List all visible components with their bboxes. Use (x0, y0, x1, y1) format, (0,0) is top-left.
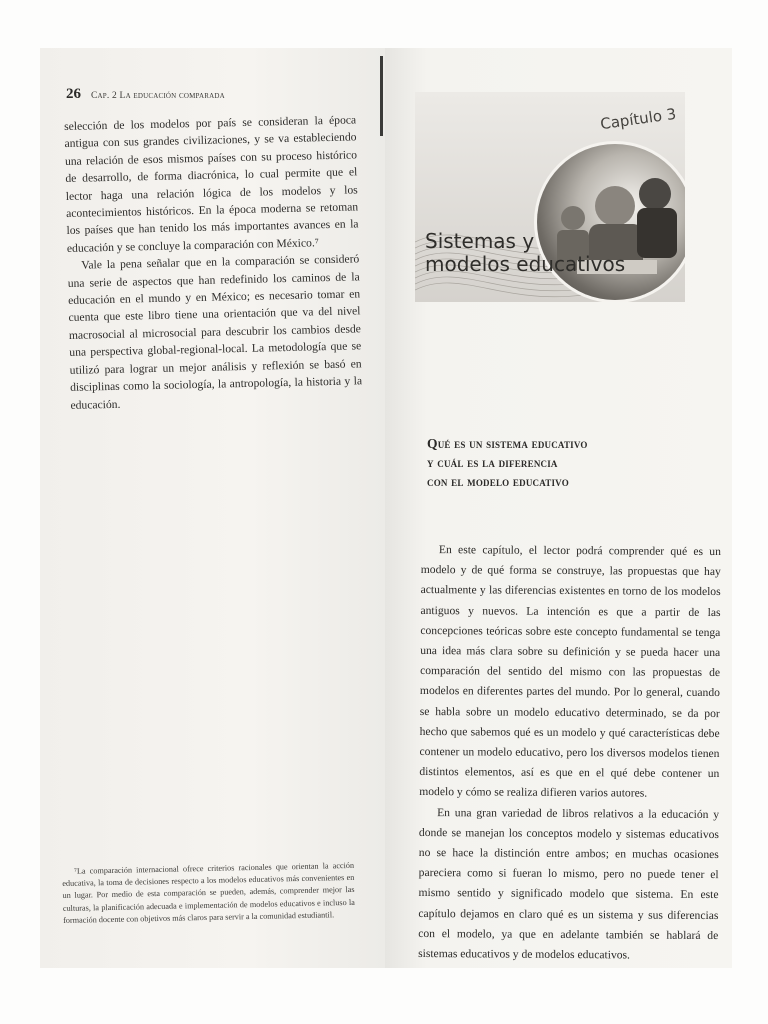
left-page (40, 48, 385, 968)
chapter-title-line: Sistemas y (425, 229, 535, 253)
chapter-label: Capítulo 3 (599, 104, 678, 134)
left-body-text (64, 111, 363, 413)
section-heading (427, 434, 687, 491)
running-head (66, 86, 225, 103)
heading-line: Qué es un sistema educativo (427, 436, 588, 451)
classroom-photo-icon (537, 144, 685, 300)
page-gutter-line (380, 56, 383, 136)
right-page (385, 48, 732, 968)
scanned-book-spread (40, 48, 732, 968)
page-number: 26 (66, 86, 81, 102)
footnote-text: ⁷La comparación internacional ofrece criterios racionales que orientan la acción educativa, la toma de decisiones respecto a los modelos educativos más convenientes en un lugar. Por medio de esta comparación se pueden, además, comprender mejor las culturas, la planificación adecuada e implementación de modelos educativos e incluso la formación docente con objetivos más claros para servir a la comunidad estudiantil. (62, 860, 355, 925)
paragraph: Vale la pena señalar que en la comparación se consideró una serie de aspectos que han redefinido los caminos de la educación en el mundo y en México; es necesario tomar en cuenta que este libro tiene una orientación que va del nivel macrosocial al microsocial para descubrir los cambios desde una perspectiva global-regional-local. La metodología que se utilizó para lograr un mejor análisis y reflexión se basó en disciplinas como la sociología, la antropología, la historia y la educación. (67, 252, 363, 412)
chapter-title-line: modelos educativos (425, 252, 626, 276)
footnote (62, 860, 355, 927)
chapter-banner (415, 92, 685, 302)
heading-line: y cuál es la diferencia (427, 455, 558, 470)
paragraph: En una gran variedad de libros relativos a la educación y donde se manejan los conceptos modelo y sistemas educativos no se hace la distinción entre ambos; en muchas ocasiones pareciera como si fueran lo mismo, pero no puede tener el mismo sentido y significado modelo que sistema. En este capítulo dejamos en claro qué es un sistema y sus diferencias con el modelo, ya que en adelante también se hablará de sistemas educativos y de modelos educativos. (418, 805, 720, 962)
right-body-text (418, 540, 721, 966)
heading-line: con el modelo educativo (427, 474, 569, 489)
running-head-title: Cap. 2 La educación comparada (91, 91, 225, 101)
paragraph: En este capítulo, el lector podrá comprender qué es un modelo y de qué forma se construye, las propuestas que hay actualmente y las diferencias existentes en torno de los modelos antiguos y nuevos. La intención es que a partir de las concepciones teóricas sobre este concepto fundamental se tenga una idea más clara sobre su definición y se pueda hacer una comparación del sentido del mismo con las propuestas de modelos en diferentes partes del mundo. Por lo general, cuando se habla sobre un modelo educativo determinado, se da por hecho que sabemos qué es un modelo y qué características debe contener un modelo educativo, pero los diversos modelos tienen distintos elementos, así es que en el qué debe contener un modelo y cómo se realiza difieren varios autores. (419, 543, 721, 801)
chapter-photo (537, 144, 685, 300)
paragraph: selección de los modelos por país se consideran la época antigua con sus grandes civilizaciones, y se va estableciendo una relación de esos mismos países con su proceso histórico de desarrollo, de forma diacrónica, lo cual permite que el lector haga una relación lógica de los modelos y los acontecimientos históricos. En la época moderna se retoman los países que han tenido los más importantes avances en la educación y se concluye la comparación con México.⁷ (64, 113, 359, 255)
chapter-title (425, 230, 625, 276)
